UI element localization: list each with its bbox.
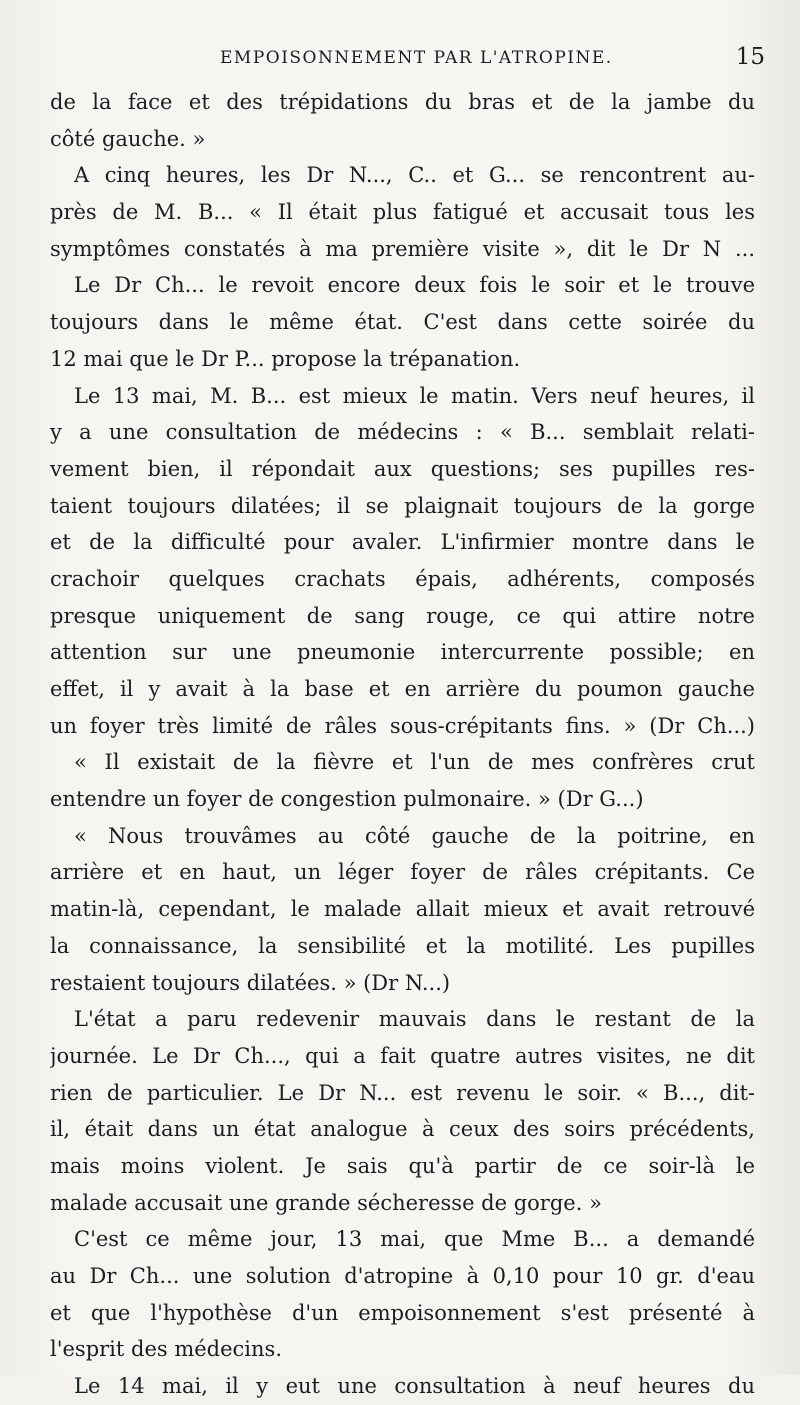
text-line: symptômes constatés à ma première visite », dit le Dr N ...	[50, 236, 755, 261]
text-line: 12 mai que le Dr P... propose la trépanation.	[50, 346, 521, 371]
text-line: A cinq heures, les Dr N..., C.. et G... se rencontrent au-	[74, 163, 755, 188]
text-line: et de la difficulté pour avaler. L'infirmier montre dans le	[50, 530, 755, 555]
text-line: l'esprit des médecins.	[50, 1337, 282, 1362]
text-line: y a une consultation de médecins : « B... semblait relati-	[50, 420, 755, 445]
text-line: malade accusait une grande sécheresse de gorge. »	[50, 1190, 602, 1215]
text-line: entendre un foyer de congestion pulmonaire. » (Dr G...)	[50, 787, 644, 812]
text-line: vement bien, il répondait aux questions; ses pupilles res-	[50, 456, 755, 481]
text-line: effet, il y avait à la base et en arrière du poumon gauche	[50, 677, 755, 701]
text-line: Le Dr Ch... le revoit encore deux fois le soir et le trouve	[74, 273, 755, 298]
text-line: C'est ce même jour, 13 mai, que Mme B... a demandé	[74, 1227, 755, 1252]
text-line: arrière et en haut, un léger foyer de râles crépitants. Ce	[50, 860, 755, 885]
page-number: 15	[735, 44, 765, 70]
text-line: attention sur une pneumonie intercurrente possible; en	[50, 640, 755, 665]
text-line: L'état a paru redevenir mauvais dans le restant de la	[74, 1007, 755, 1032]
body-text	[50, 84, 755, 1405]
text-line: Le 13 mai, M. B... est mieux le matin. Vers neuf heures, il	[74, 383, 755, 408]
text-line: de la face et des trépidations du bras et de la jambe du	[50, 90, 755, 114]
text-line: taient toujours dilatées; il se plaignait toujours de la gorge	[50, 493, 755, 518]
text-line: toujours dans le même état. C'est dans cette soirée du	[50, 310, 755, 335]
text-line: au Dr Ch... une solution d'atropine à 0,10 pour 10 gr. d'eau	[50, 1264, 755, 1288]
text-line: « Il existait de la fièvre et l'un de mes confrères crut	[74, 750, 755, 775]
text-line: « Nous trouvâmes au côté gauche de la poitrine, en	[74, 823, 755, 848]
text-line: matin-là, cependant, le malade allait mieux et avait retrouvé	[50, 897, 755, 922]
text-line: restaient toujours dilatées. » (Dr N...)	[50, 970, 451, 995]
text-line: il, était dans un état analogue à ceux des soirs précédents,	[50, 1117, 755, 1142]
text-line: Le 14 mai, il y eut une consultation à neuf heures du	[74, 1374, 755, 1399]
text-line: et que l'hypothèse d'un empoisonnement s'est présenté à	[50, 1300, 755, 1325]
text-line: rien de particulier. Le Dr N... est revenu le soir. « B..., dit-	[50, 1080, 755, 1105]
page-header	[50, 44, 765, 74]
text-line: côté gauche. »	[50, 126, 206, 151]
text-line: un foyer très limité de râles sous-crépitants fins. » (Dr Ch...)	[50, 713, 755, 738]
text-line: près de M. B... « Il était plus fatigué et accusait tous les	[50, 200, 755, 225]
text-line: crachoir quelques crachats épais, adhérents, composés	[50, 566, 755, 591]
text-line: journée. Le Dr Ch..., qui a fait quatre autres visites, ne dit	[50, 1043, 755, 1068]
text-line: la connaissance, la sensibilité et la motilité. Les pupilles	[50, 933, 755, 958]
text-line: mais moins violent. Je sais qu'à partir de ce soir-là le	[50, 1153, 755, 1178]
text-line: presque uniquement de sang rouge, ce qui attire notre	[50, 603, 755, 628]
running-title: EMPOISONNEMENT PAR L'ATROPINE.	[220, 48, 613, 68]
